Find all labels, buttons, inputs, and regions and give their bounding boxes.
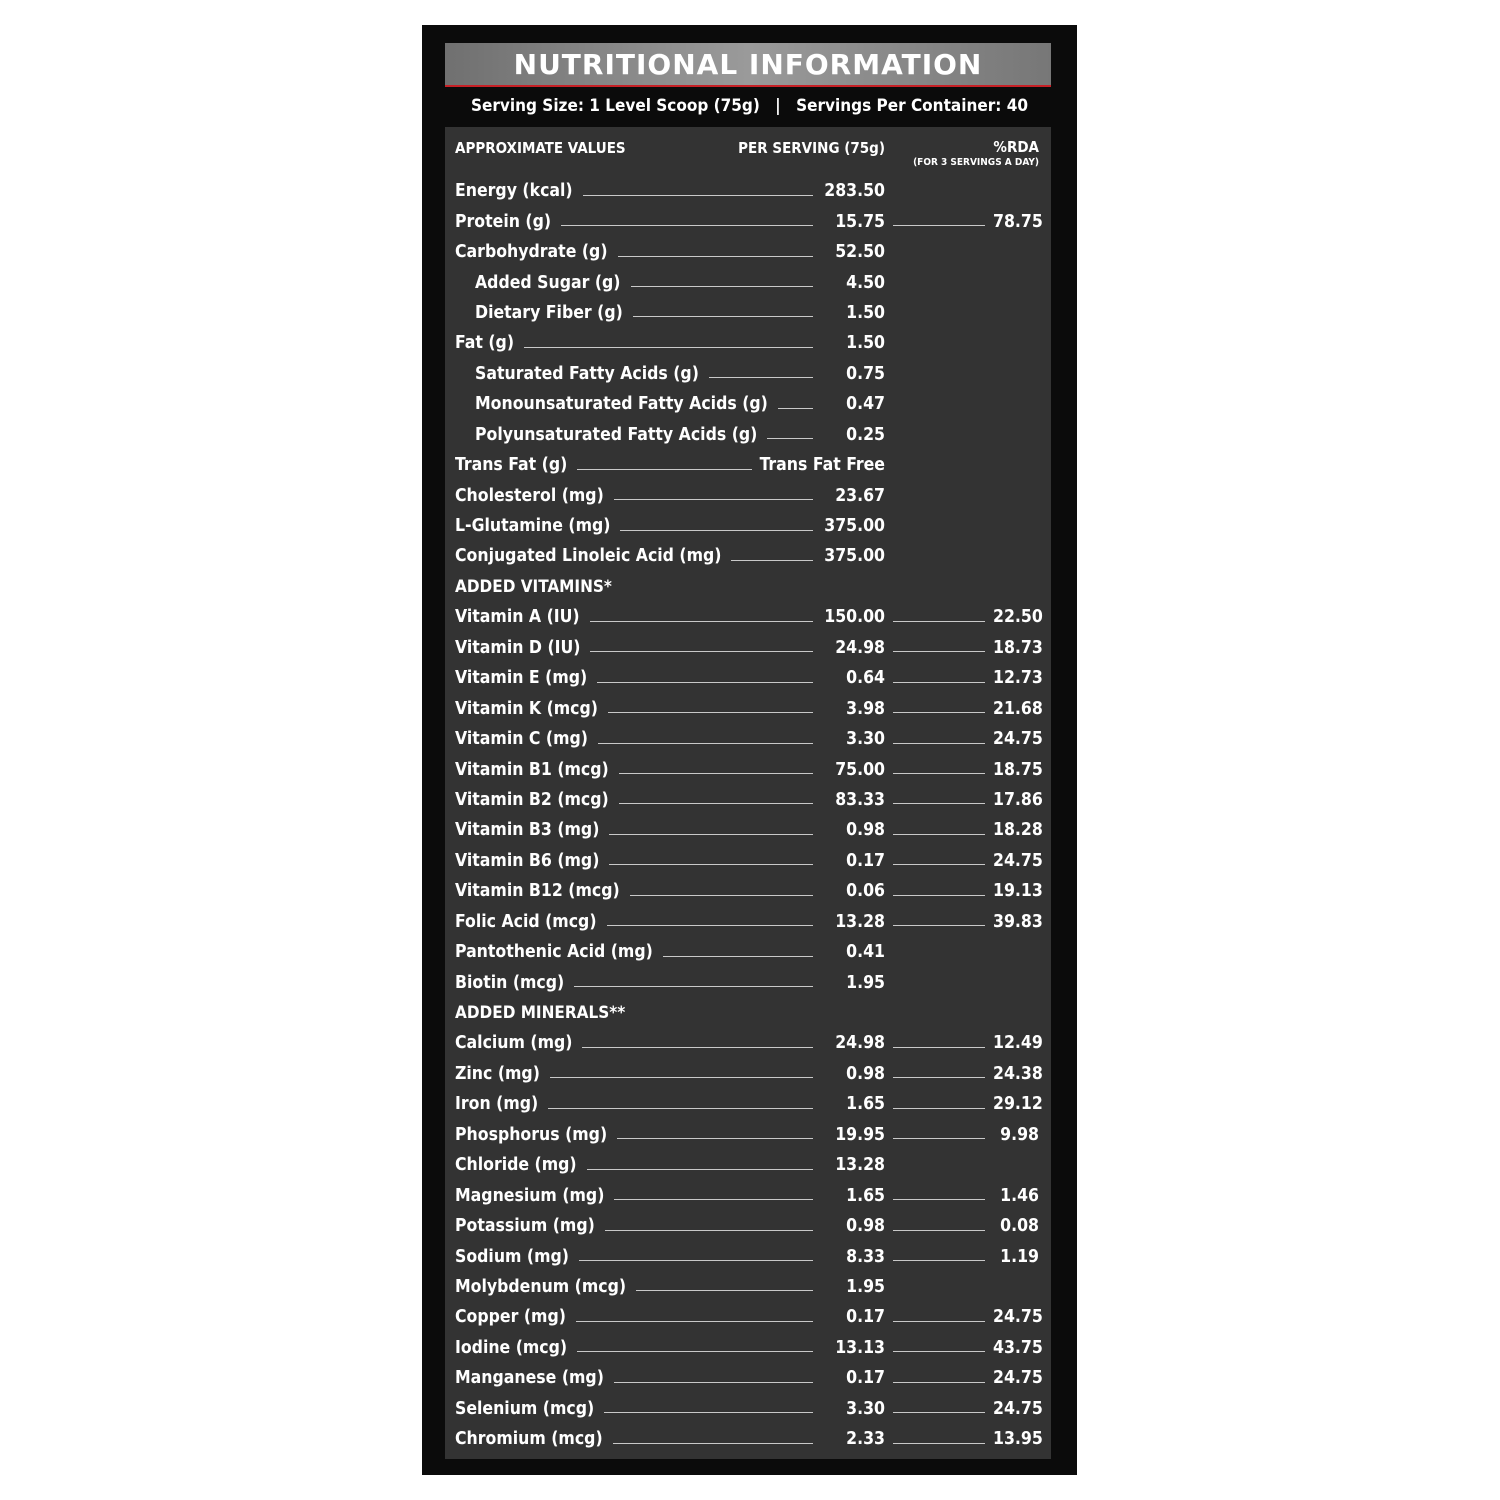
nutrient-row xyxy=(445,907,1051,937)
header-rda-note: (FOR 3 SERVINGS A DAY) xyxy=(913,157,1039,168)
rda-cell xyxy=(893,1333,1043,1363)
nutrient-row xyxy=(445,1363,1051,1393)
panel-title: NUTRITIONAL INFORMATION xyxy=(513,47,983,81)
serving-info xyxy=(422,91,1077,121)
nutrient-label: Conjugated Linoleic Acid (mg) xyxy=(455,546,722,567)
nutrient-label: Polyunsaturated Fatty Acids (g) xyxy=(475,424,758,445)
per-serving-value: 1.50 xyxy=(846,333,885,354)
rda-cell xyxy=(893,1211,1039,1241)
leader-line xyxy=(561,225,813,226)
leader-line xyxy=(614,499,813,500)
nutrient-row xyxy=(445,663,1051,693)
rda-leader-line xyxy=(893,1382,985,1383)
leader-line xyxy=(613,1443,813,1444)
nutrient-label: Vitamin B3 (mg) xyxy=(455,820,600,841)
per-serving-value: Trans Fat Free xyxy=(759,455,885,476)
rda-leader-line xyxy=(893,834,985,835)
per-serving-value: 1.50 xyxy=(846,302,885,323)
nutrient-row xyxy=(445,1059,1051,1089)
leader-line xyxy=(619,803,813,804)
per-serving-value: 0.98 xyxy=(846,1216,885,1237)
per-serving-value: 83.33 xyxy=(835,789,885,810)
per-serving-value: 3.30 xyxy=(846,1398,885,1419)
leader-line xyxy=(618,256,813,257)
leader-line xyxy=(617,1138,813,1139)
rda-value: 39.83 xyxy=(993,911,1043,932)
header-rda xyxy=(913,139,1039,171)
nutrient-row xyxy=(445,176,1051,206)
leader-line xyxy=(576,1321,813,1322)
nutrient-row xyxy=(445,298,1051,328)
rda-value: 9.98 xyxy=(1000,1124,1039,1145)
nutrient-row xyxy=(445,1424,1051,1454)
header-approximate-values: APPROXIMATE VALUES xyxy=(455,139,626,157)
per-serving-value: 1.95 xyxy=(846,1276,885,1297)
nutrient-label: Iodine (mcg) xyxy=(455,1337,568,1358)
serving-size: Serving Size: 1 Level Scoop (75g) xyxy=(471,96,760,116)
nutrient-label: Calcium (mg) xyxy=(455,1033,573,1054)
per-serving-value: 1.95 xyxy=(846,972,885,993)
leader-line xyxy=(590,651,813,652)
per-serving-value: 0.98 xyxy=(846,1063,885,1084)
rda-leader-line xyxy=(893,1260,985,1261)
per-serving-value: 1.65 xyxy=(846,1185,885,1206)
leader-line xyxy=(524,347,813,348)
rda-cell xyxy=(893,1120,1039,1150)
nutrient-label: Biotin (mcg) xyxy=(455,972,565,993)
per-serving-value: 1.65 xyxy=(846,1094,885,1115)
leader-line xyxy=(663,956,813,957)
nutrient-label: Cholesterol (mg) xyxy=(455,485,604,506)
nutrient-label: Selenium (mcg) xyxy=(455,1398,595,1419)
nutrient-label: Monounsaturated Fatty Acids (g) xyxy=(475,394,768,415)
nutrient-label: L-Glutamine (mg) xyxy=(455,516,611,537)
nutrient-label: Chloride (mg) xyxy=(455,1155,577,1176)
rda-cell xyxy=(893,206,1043,236)
per-serving-value: 0.17 xyxy=(846,850,885,871)
nutrient-row xyxy=(445,1180,1051,1210)
leader-line xyxy=(631,286,813,287)
nutrient-label: Vitamin K (mcg) xyxy=(455,698,598,719)
rda-leader-line xyxy=(893,1047,985,1048)
per-serving-value: 24.98 xyxy=(835,637,885,658)
leader-line xyxy=(709,377,813,378)
per-serving-value: 8.33 xyxy=(846,1246,885,1267)
rda-value: 24.75 xyxy=(993,1368,1043,1389)
header-rda-label: %RDA xyxy=(993,138,1039,156)
rda-value: 24.75 xyxy=(993,729,1043,750)
nutrient-row xyxy=(445,1120,1051,1150)
per-serving-value: 3.30 xyxy=(846,729,885,750)
rda-cell xyxy=(893,1424,1043,1454)
leader-line xyxy=(619,773,813,774)
nutrient-label: Vitamin D (IU) xyxy=(455,637,581,658)
title-bar xyxy=(445,43,1051,87)
per-serving-value: 23.67 xyxy=(835,485,885,506)
nutrient-row xyxy=(445,754,1051,784)
nutrient-row xyxy=(445,846,1051,876)
leader-line xyxy=(614,1199,813,1200)
rda-leader-line xyxy=(893,1321,985,1322)
nutrient-row xyxy=(445,693,1051,723)
rda-cell xyxy=(893,633,1043,663)
leader-line xyxy=(605,1230,813,1231)
nutrient-label: Saturated Fatty Acids (g) xyxy=(475,363,699,384)
leader-line xyxy=(609,864,813,865)
nutrient-row xyxy=(445,724,1051,754)
per-serving-value: 0.25 xyxy=(846,424,885,445)
rda-cell xyxy=(893,815,1043,845)
leader-line xyxy=(620,530,813,531)
rda-leader-line xyxy=(893,682,985,683)
leader-line xyxy=(604,1412,813,1413)
nutrient-row xyxy=(445,967,1051,997)
nutrient-label: Vitamin B1 (mcg) xyxy=(455,759,609,780)
nutrient-label: Vitamin E (mg) xyxy=(455,668,588,689)
rda-cell xyxy=(893,602,1043,632)
nutrient-row xyxy=(445,1272,1051,1302)
nutrient-row xyxy=(445,1211,1051,1241)
rda-cell xyxy=(893,907,1043,937)
header-per-serving: PER SERVING (75g) xyxy=(738,139,885,157)
rda-value: 1.46 xyxy=(1000,1185,1039,1206)
nutrient-row xyxy=(445,267,1051,297)
nutrient-row xyxy=(445,359,1051,389)
rda-leader-line xyxy=(893,1077,985,1078)
nutrient-row xyxy=(445,1150,1051,1180)
nutrient-label: Fat (g) xyxy=(455,333,515,354)
nutrient-row xyxy=(445,450,1051,480)
per-serving-value: 0.64 xyxy=(846,668,885,689)
leader-line xyxy=(608,712,813,713)
nutrient-label: Iron (mg) xyxy=(455,1094,539,1115)
rda-value: 22.50 xyxy=(993,607,1043,628)
leader-line xyxy=(767,438,813,439)
nutrient-label: Sodium (mg) xyxy=(455,1246,569,1267)
per-serving-value: 13.28 xyxy=(835,1155,885,1176)
rda-cell xyxy=(893,693,1043,723)
section-heading-label: ADDED MINERALS** xyxy=(455,1003,626,1024)
rda-value: 12.73 xyxy=(993,668,1043,689)
rda-cell xyxy=(893,663,1043,693)
rda-value: 78.75 xyxy=(993,211,1043,232)
rda-leader-line xyxy=(893,803,985,804)
nutrient-label: Energy (kcal) xyxy=(455,181,573,202)
rda-cell xyxy=(893,785,1043,815)
nutrient-row xyxy=(445,1394,1051,1424)
per-serving-value: 15.75 xyxy=(835,211,885,232)
nutrient-row xyxy=(445,1028,1051,1058)
nutrient-label: Vitamin B12 (mcg) xyxy=(455,881,620,902)
nutrient-row xyxy=(445,480,1051,510)
rda-leader-line xyxy=(893,1138,985,1139)
per-serving-value: 0.75 xyxy=(846,363,885,384)
nutrient-row xyxy=(445,602,1051,632)
nutrient-label: Zinc (mg) xyxy=(455,1063,540,1084)
nutrient-label: Pantothenic Acid (mg) xyxy=(455,942,653,963)
servings-per-container: Servings Per Container: 40 xyxy=(796,96,1028,116)
per-serving-value: 283.50 xyxy=(824,181,885,202)
nutrient-rows xyxy=(445,176,1051,1454)
per-serving-value: 375.00 xyxy=(824,546,885,567)
per-serving-value: 75.00 xyxy=(835,759,885,780)
nutrient-row xyxy=(445,633,1051,663)
nutrient-label: Vitamin A (IU) xyxy=(455,607,580,628)
nutrient-label: Magnesium (mg) xyxy=(455,1185,605,1206)
rda-value: 1.19 xyxy=(1000,1246,1039,1267)
rda-leader-line xyxy=(893,743,985,744)
nutrient-label: Added Sugar (g) xyxy=(475,272,621,293)
per-serving-value: 0.17 xyxy=(846,1307,885,1328)
rda-leader-line xyxy=(893,651,985,652)
rda-value: 43.75 xyxy=(993,1337,1043,1358)
section-heading xyxy=(445,572,1051,602)
nutrition-table xyxy=(445,127,1051,1459)
leader-line xyxy=(633,316,813,317)
rda-value: 24.75 xyxy=(993,850,1043,871)
rda-cell xyxy=(893,1180,1039,1210)
rda-leader-line xyxy=(893,773,985,774)
nutrient-row xyxy=(445,1302,1051,1332)
per-serving-value: 0.06 xyxy=(846,881,885,902)
serving-separator: | xyxy=(775,96,781,116)
nutrition-panel xyxy=(422,25,1077,1475)
rda-value: 0.08 xyxy=(1000,1216,1039,1237)
nutrient-row xyxy=(445,1333,1051,1363)
per-serving-value: 3.98 xyxy=(846,698,885,719)
nutrient-row xyxy=(445,237,1051,267)
nutrient-row xyxy=(445,815,1051,845)
leader-line xyxy=(577,469,751,470)
nutrient-row xyxy=(445,206,1051,236)
leader-line xyxy=(583,195,813,196)
rda-value: 17.86 xyxy=(993,789,1043,810)
rda-value: 24.75 xyxy=(993,1307,1043,1328)
per-serving-value: 0.17 xyxy=(846,1368,885,1389)
nutrient-label: Vitamin B2 (mcg) xyxy=(455,789,609,810)
rda-value: 13.95 xyxy=(993,1429,1043,1450)
rda-cell xyxy=(893,1302,1043,1332)
nutrient-row xyxy=(445,1089,1051,1119)
leader-line xyxy=(577,1351,813,1352)
rda-leader-line xyxy=(893,1412,985,1413)
nutrient-label: Protein (g) xyxy=(455,211,552,232)
rda-cell xyxy=(893,876,1043,906)
nutrient-label: Vitamin C (mg) xyxy=(455,729,589,750)
section-heading-label: ADDED VITAMINS* xyxy=(455,576,612,597)
per-serving-value: 24.98 xyxy=(835,1033,885,1054)
rda-cell xyxy=(893,1241,1039,1271)
rda-value: 21.68 xyxy=(993,698,1043,719)
nutrient-row xyxy=(445,389,1051,419)
leader-line xyxy=(778,408,813,409)
leader-line xyxy=(598,743,813,744)
rda-value: 18.75 xyxy=(993,759,1043,780)
nutrient-label: Folic Acid (mcg) xyxy=(455,911,597,932)
rda-cell xyxy=(893,1363,1043,1393)
rda-leader-line xyxy=(893,1351,985,1352)
per-serving-value: 13.13 xyxy=(835,1337,885,1358)
nutrient-label: Molybdenum (mcg) xyxy=(455,1276,627,1297)
per-serving-value: 0.98 xyxy=(846,820,885,841)
rda-cell xyxy=(893,724,1043,754)
leader-line xyxy=(609,834,813,835)
leader-line xyxy=(574,986,813,987)
rda-value: 24.38 xyxy=(993,1063,1043,1084)
nutrient-label: Carbohydrate (g) xyxy=(455,242,608,263)
nutrient-row xyxy=(445,937,1051,967)
leader-line xyxy=(550,1077,813,1078)
rda-cell xyxy=(893,1059,1043,1089)
nutrient-row xyxy=(445,876,1051,906)
rda-leader-line xyxy=(893,1108,985,1109)
rda-value: 19.13 xyxy=(993,881,1043,902)
nutrient-row xyxy=(445,541,1051,571)
leader-line xyxy=(590,621,813,622)
section-heading xyxy=(445,998,1051,1028)
nutrient-label: Chromium (mcg) xyxy=(455,1429,603,1450)
rda-leader-line xyxy=(893,925,985,926)
nutrient-row xyxy=(445,785,1051,815)
rda-cell xyxy=(893,1028,1043,1058)
nutrient-label: Vitamin B6 (mg) xyxy=(455,850,600,871)
leader-line xyxy=(548,1108,813,1109)
leader-line xyxy=(636,1290,813,1291)
per-serving-value: 0.41 xyxy=(846,942,885,963)
nutrient-label: Manganese (mg) xyxy=(455,1368,604,1389)
nutrient-row xyxy=(445,511,1051,541)
rda-value: 12.49 xyxy=(993,1033,1043,1054)
rda-leader-line xyxy=(893,864,985,865)
leader-line xyxy=(579,1260,813,1261)
per-serving-value: 4.50 xyxy=(846,272,885,293)
nutrient-label: Potassium (mg) xyxy=(455,1216,595,1237)
nutrient-label: Copper (mg) xyxy=(455,1307,566,1328)
leader-line xyxy=(630,895,813,896)
rda-value: 18.73 xyxy=(993,637,1043,658)
nutrient-label: Dietary Fiber (g) xyxy=(475,302,623,323)
leader-line xyxy=(731,560,813,561)
nutrient-row xyxy=(445,1241,1051,1271)
rda-leader-line xyxy=(893,895,985,896)
rda-cell xyxy=(893,1089,1043,1119)
rda-leader-line xyxy=(893,225,985,226)
rda-leader-line xyxy=(893,1443,985,1444)
nutrient-row xyxy=(445,328,1051,358)
leader-line xyxy=(582,1047,813,1048)
rda-value: 29.12 xyxy=(993,1094,1043,1115)
rda-cell xyxy=(893,754,1043,784)
per-serving-value: 150.00 xyxy=(824,607,885,628)
nutrient-label: Trans Fat (g) xyxy=(455,455,568,476)
rda-value: 18.28 xyxy=(993,820,1043,841)
nutrient-label: Phosphorus (mg) xyxy=(455,1124,608,1145)
rda-leader-line xyxy=(893,712,985,713)
rda-leader-line xyxy=(893,621,985,622)
nutrient-row xyxy=(445,420,1051,450)
per-serving-value: 0.47 xyxy=(846,394,885,415)
leader-line xyxy=(587,1169,813,1170)
per-serving-value: 52.50 xyxy=(835,242,885,263)
leader-line xyxy=(614,1382,813,1383)
leader-line xyxy=(607,925,813,926)
rda-leader-line xyxy=(893,1199,985,1200)
rda-value: 24.75 xyxy=(993,1398,1043,1419)
rda-cell xyxy=(893,1394,1043,1424)
per-serving-value: 19.95 xyxy=(835,1124,885,1145)
per-serving-value: 375.00 xyxy=(824,516,885,537)
per-serving-value: 13.28 xyxy=(835,911,885,932)
rda-leader-line xyxy=(893,1230,985,1231)
rda-cell xyxy=(893,846,1043,876)
leader-line xyxy=(597,682,813,683)
per-serving-value: 2.33 xyxy=(846,1429,885,1450)
